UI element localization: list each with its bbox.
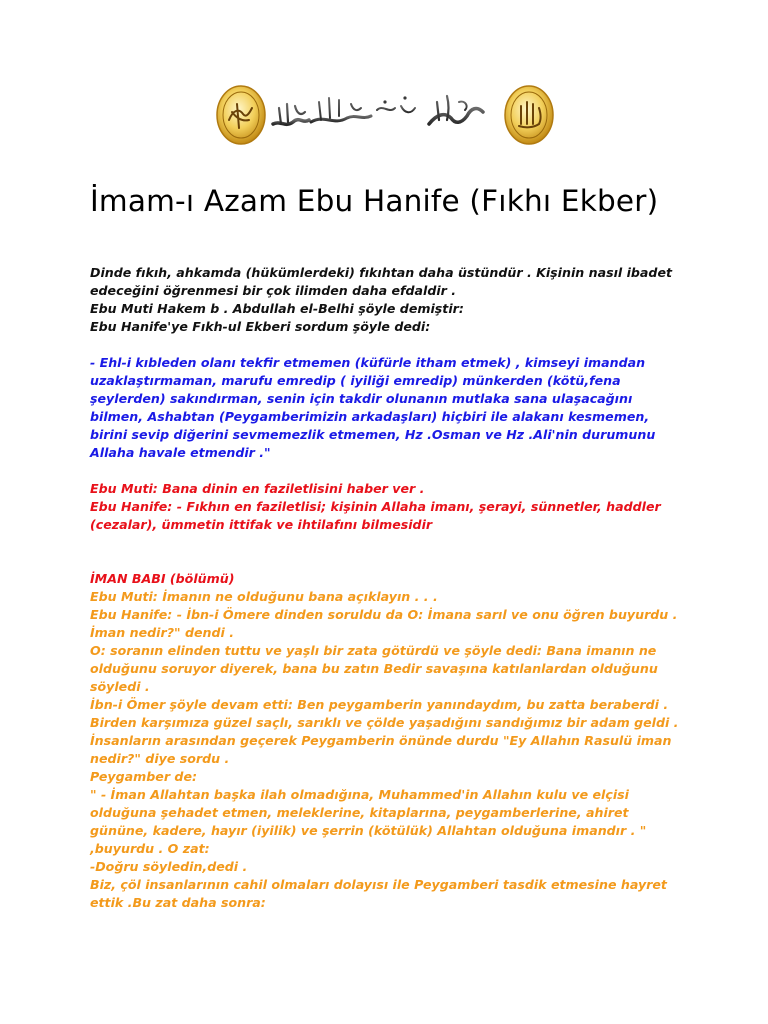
text-line: (cezalar), ümmetin ittifak ve ihtilafını bilmesidir [90,517,433,532]
text-line: ettik .Bu zat daha sonra: [90,895,266,910]
text-line: birini sevip diğerini sevmemezlik etmemen, Hz .Osman ve Hz .Ali'nin durumunu [90,427,656,442]
text-line: - Ehl-i kıbleden olanı tekfir etmemen (küfürle itham etmek) , kimseyi imandan [90,355,646,370]
text-line: -Doğru söyledin,dedi . [90,859,248,874]
text-line: Ebu Hanife: - Fıkhın en faziletlisi; kişinin Allaha imanı, şerayi, sünnetler, haddler [90,499,661,514]
document-body [90,264,730,912]
text-line: gününe, kadere, hayır (iyilik) ve şerrin (kötülük) Allahtan olduğuna imandır . " [90,823,647,838]
text-line: ,buyurdu . O zat: [90,841,210,856]
intro-paragraph [90,264,730,336]
text-line: Peygamber de: [90,769,198,784]
document-title: İmam-ı Azam Ebu Hanife (Fıkhı Ekber) [90,184,659,218]
paragraph-spacer [90,336,730,354]
text-line: İbn-i Ömer şöyle devam etti: Ben peygamberin yanındaydım, bu zatta beraberdi . [90,697,669,712]
text-line: şeylerden) sakındırman, senin için takdir olunanın mutlaka sana ulaşacağını [90,391,633,406]
text-line: " - İman Allahtan başka ilah olmadığına, Muhammed'in Allahın kulu ve elçisi [90,787,629,802]
text-line: Allaha havale etmendir ." [90,445,271,460]
text-line: edeceğini öğrenmesi bir çok ilimden daha efdaldir . [90,283,457,298]
text-line: Ebu Hanife'ye Fıkh-ul Ekberi sordum şöyle dedi: [90,319,431,334]
text-line: Ebu Muti Hakem b . Abdullah el-Belhi şöyle demiştir: [90,301,464,316]
text-line: Ebu Hanife: - İbn-i Ömere dinden soruldu da O: İmana sarıl ve onu öğren buyurdu . [90,607,678,622]
text-line: Biz, çöl insanlarının cahil olmaları dolayısı ile Peygamberi tasdik etmesine hayret [90,877,667,892]
iman-babi-heading: İMAN BABI (bölümü) [90,571,235,586]
text-line: Ebu Muti: Bana dinin en faziletlisini haber ver . [90,481,425,496]
text-line: olduğunu soruyor diyerek, bana bu zatın Bedir savaşına katılanlardan olduğunu [90,661,658,676]
text-line: söyledi . [90,679,150,694]
section-heading [90,570,730,588]
text-line: İnsanların arasından geçerek Peygamberin önünde durdu "Ey Allahın Rasulü iman [90,733,672,748]
text-line: uzaklaştırmaman, marufu emredip ( iyiliği emredip) münkerden (kötü,fena [90,373,621,388]
basmala-calligraphy-icon [273,96,483,124]
text-line: İman nedir?" dendi . [90,625,234,640]
text-line: Ebu Muti: İmanın ne olduğunu bana açıklayın . . . [90,589,438,604]
text-line: bilmen, Ashabtan (Peygamberimizin arkadaşları) hiçbiri ile alakanı kesmemen, [90,409,650,424]
iman-babi-paragraph [90,588,730,912]
text-line: nedir?" diye sordu . [90,751,230,766]
paragraph-spacer [90,534,730,570]
text-line: Dinde fıkıh, ahkamda (hükümlerdeki) fıkıhtan daha üstündür . Kişinin nasıl ibadet [90,265,673,280]
allah-medallion-icon [505,86,553,144]
text-line: Birden karşımıza güzel saçlı, sarıklı ve çölde yaşadığını sandığımız bir adam geldi . [90,715,679,730]
text-line: O: soranın elinden tuttu ve yaşlı bir zata götürdü ve şöyle dedi: Bana imanın ne [90,643,657,658]
dialogue-paragraph [90,480,730,534]
fikh-ekber-answer-paragraph [90,354,730,462]
header-calligraphy-art [215,84,555,146]
paragraph-spacer [90,462,730,480]
muhammad-medallion-icon [217,86,265,144]
text-line: olduğuna şehadet etmen, meleklerine, kitaplarına, peygamberlerine, ahiret [90,805,629,820]
